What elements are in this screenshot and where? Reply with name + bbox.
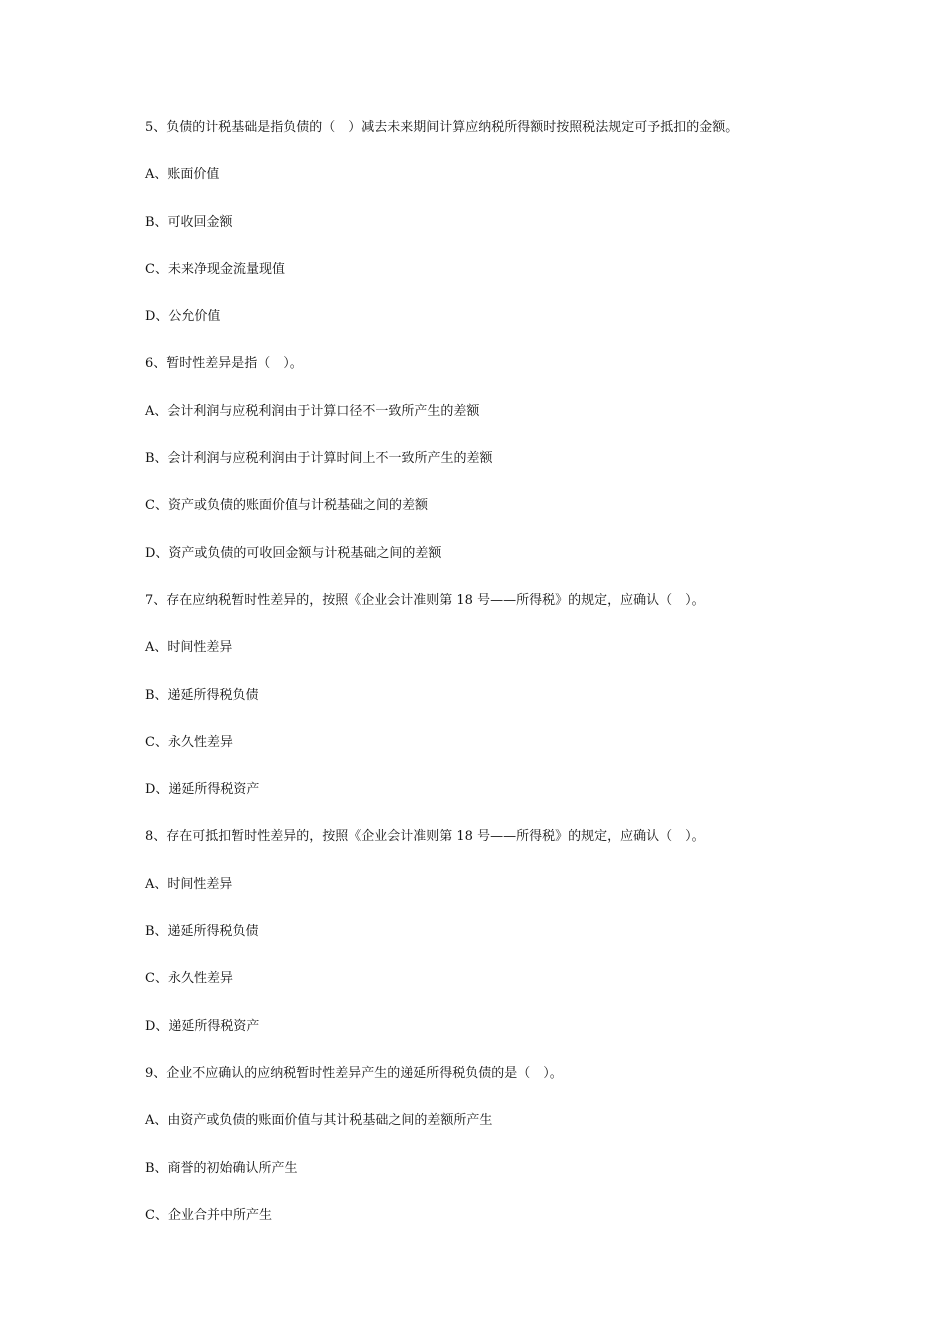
option-c: C、永久性差异 bbox=[145, 971, 233, 987]
question-stem: 6、暂时性差异是指（ ）。 bbox=[145, 356, 303, 372]
option-a: A、时间性差异 bbox=[145, 876, 233, 892]
option-b: B、会计利润与应税利润由于计算时间上不一致所产生的差额 bbox=[145, 451, 493, 467]
option-a: A、会计利润与应税利润由于计算口径不一致所产生的差额 bbox=[145, 403, 480, 419]
option-b: B、递延所得税负债 bbox=[145, 687, 259, 703]
option-c: C、永久性差异 bbox=[145, 734, 233, 750]
question-stem: 9、企业不应确认的应纳税暂时性差异产生的递延所得税负债的是（ ）。 bbox=[145, 1065, 563, 1081]
option-d: D、递延所得税资产 bbox=[145, 1018, 260, 1034]
option-c: C、未来净现金流量现值 bbox=[145, 261, 285, 277]
option-a: A、由资产或负债的账面价值与其计税基础之间的差额所产生 bbox=[145, 1113, 493, 1129]
question-stem: 7、存在应纳税暂时性差异的，按照《企业会计准则第 18 号——所得税》的规定，应确认（ ）。 bbox=[145, 592, 705, 608]
option-d: D、递延所得税资产 bbox=[145, 782, 260, 798]
option-b: B、可收回金额 bbox=[145, 214, 233, 230]
question-stem: 5、负债的计税基础是指负债的（ ）减去未来期间计算应纳税所得额时按照税法规定可予抵扣的金额。 bbox=[145, 120, 739, 135]
question-stem: 8、存在可抵扣暂时性差异的，按照《企业会计准则第 18 号——所得税》的规定，应确认（ ）。 bbox=[145, 829, 705, 845]
option-c: C、资产或负债的账面价值与计税基础之间的差额 bbox=[145, 498, 428, 514]
option-d: D、资产或负债的可收回金额与计税基础之间的差额 bbox=[145, 545, 442, 561]
option-c: C、企业合并中所产生 bbox=[145, 1207, 272, 1223]
question-list bbox=[145, 118, 825, 1253]
option-a: A、时间性差异 bbox=[145, 640, 233, 656]
option-a: A、账面价值 bbox=[145, 167, 220, 183]
option-d: D、公允价值 bbox=[145, 309, 221, 325]
option-b: B、递延所得税负债 bbox=[145, 924, 259, 940]
option-b: B、商誉的初始确认所产生 bbox=[145, 1160, 298, 1176]
